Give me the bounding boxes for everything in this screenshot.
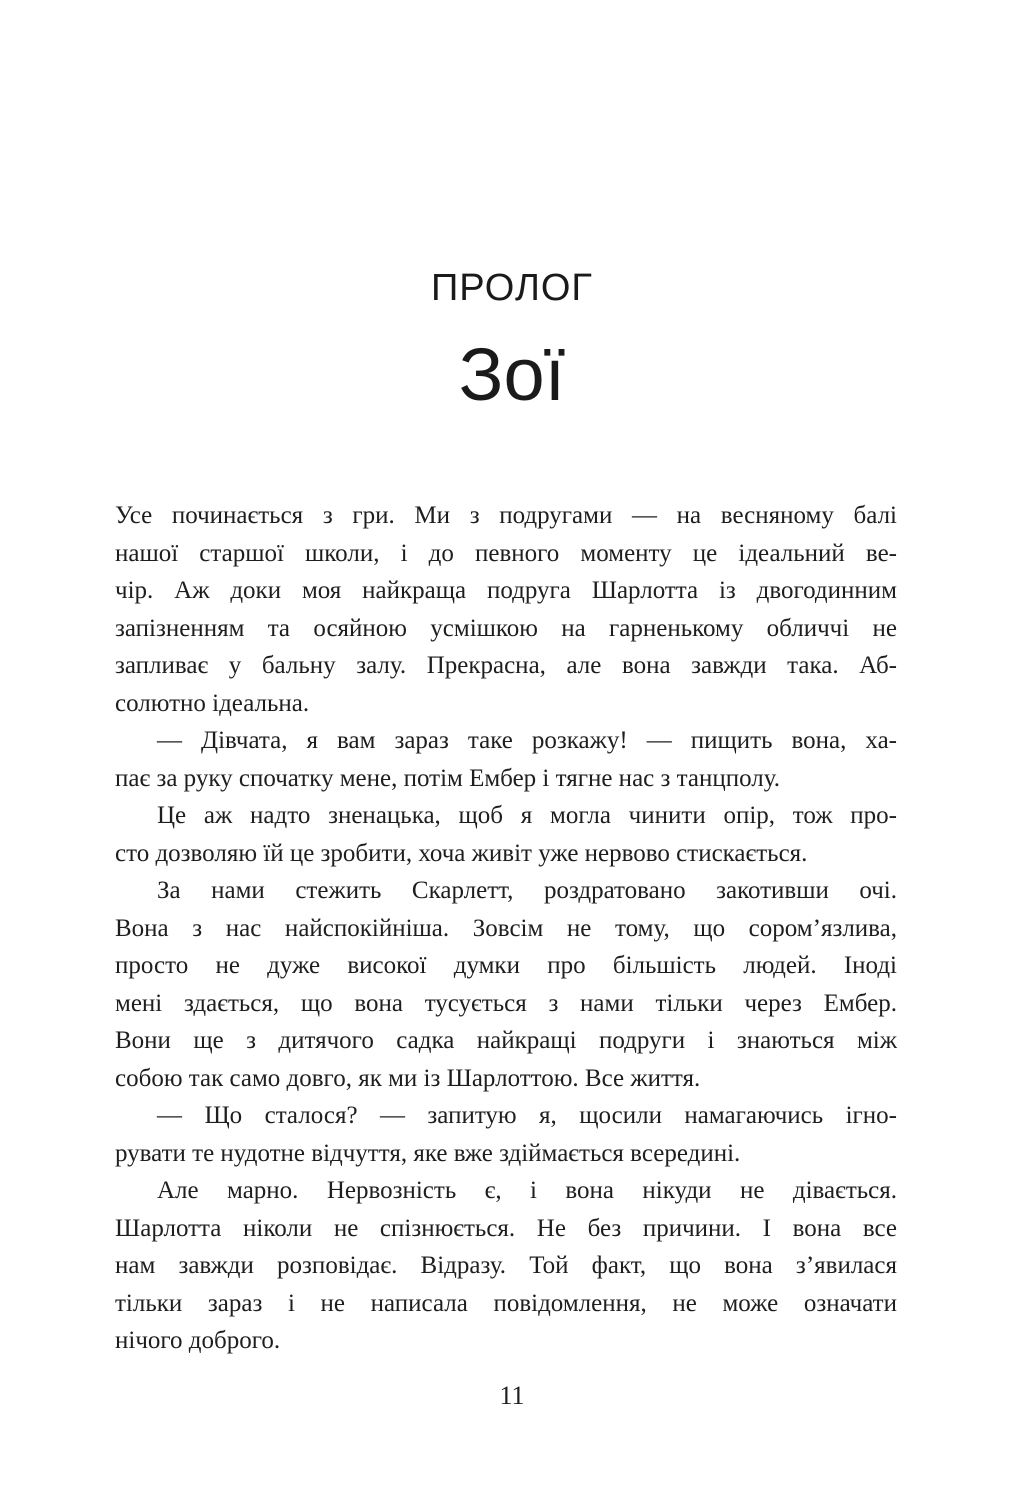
text-line: солютно ідеальна. <box>115 689 310 717</box>
text-line: рувати те нудотне відчуття, яке вже здіймається всередині. <box>115 1139 741 1167</box>
text-line: Усе починається з гри. Ми з подругами — на весняному балі <box>115 502 897 529</box>
text-line: Шарлотта ніколи не спізнюється. Не без причини. І вона все <box>115 1214 897 1242</box>
text-line: — Дівчата, я вам зараз таке розкажу! — пищить вона, ха- <box>157 727 897 754</box>
text-line: запізненням та осяйною усмішкою на гарненькому обличчі не <box>115 614 897 642</box>
text-line: мені здається, що вона тусується з нами тільки через Ембер. <box>115 989 897 1017</box>
text-line: просто не дуже високої думки про більшість людей. Іноді <box>115 952 897 979</box>
text-line: сто дозволяю їй це зробити, хоча живіт уже нервово стискається. <box>115 839 808 867</box>
page-number: 11 <box>499 1381 525 1410</box>
text-line: собою так само довго, як ми із Шарлоттою. Все життя. <box>115 1064 701 1092</box>
text-line: запливає у бальну залу. Прекрасна, але вона завжди така. Аб- <box>115 652 897 679</box>
text-line: пає за руку спочатку мене, потім Ембер і тягне нас з танцполу. <box>115 764 780 792</box>
text-line: Вони ще з дитячого садка найкращі подруги і знаються між <box>115 1027 897 1054</box>
chapter-label: ПРОЛОГ <box>430 267 594 309</box>
text-line: Це аж надто зненацька, щоб я могла чинити опір, тож про- <box>157 802 897 829</box>
text-line: тільки зараз і не написала повідомлення, не може означати <box>115 1289 897 1317</box>
text-line: Вона з нас найспокійніша. Зовсім не тому, що сором’язлива, <box>115 914 897 942</box>
text-line: нічого доброго. <box>115 1327 281 1354</box>
text-line: чір. Аж доки моя найкраща подруга Шарлотта із двогодинним <box>115 577 897 604</box>
text-line: Але марно. Нервозність є, і вона нікуди не дівається. <box>157 1177 897 1204</box>
text-line: — Що сталося? — запитую я, щосили намагаючись ігно- <box>157 1102 897 1129</box>
body-text <box>115 497 897 1360</box>
text-line: За нами стежить Скарлетт, роздратовано закотивши очі. <box>157 877 897 904</box>
chapter-title: Зої <box>458 333 566 416</box>
text-line: нашої старшої школи, і до певного моменту це ідеальний ве- <box>115 539 897 567</box>
text-line: нам завжди розповідає. Відразу. Той факт, що вона з’явилася <box>115 1252 897 1279</box>
